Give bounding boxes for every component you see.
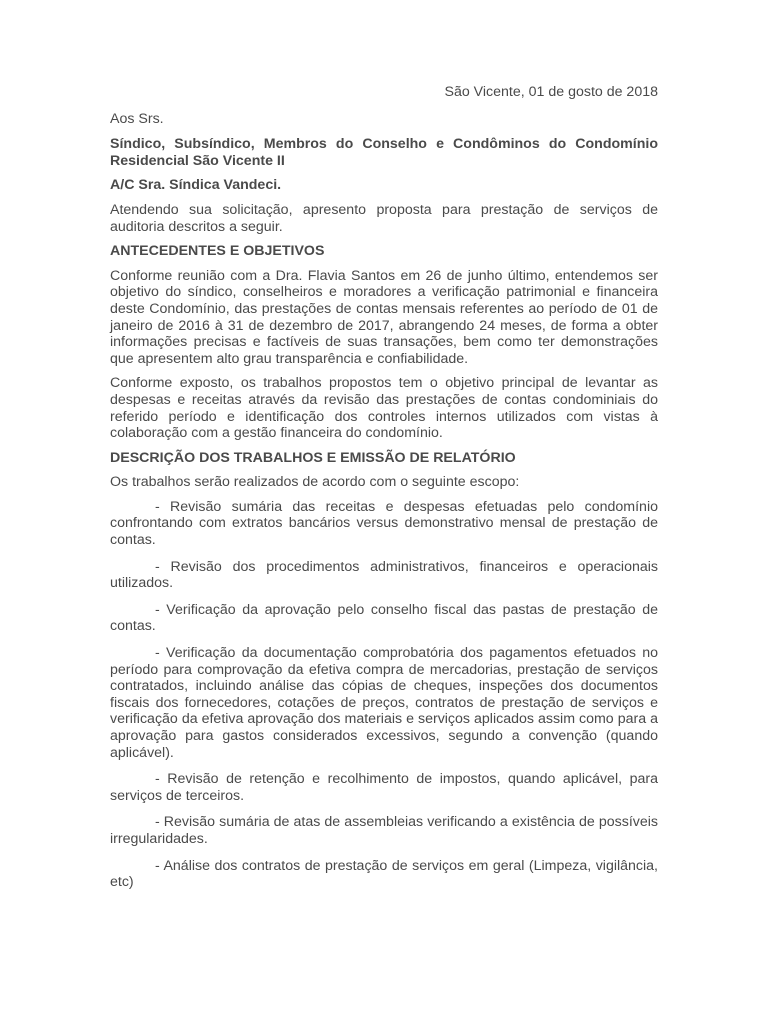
scope-item: - Revisão sumária de atas de assembleias verificando a existência de possíveis irregularidades. [110,814,658,847]
greeting: Aos Srs. [110,110,164,127]
scope-item: - Verificação da aprovação pelo conselho fiscal das pastas de prestação de contas. [110,601,658,635]
intro-paragraph: Atendendo sua solicitação, apresento proposta para prestação de serviços de auditoria descritos a seguir. [110,201,658,235]
addressees: Síndico, Subsíndico, Membros do Conselho e Condôminos do Condomínio Residencial São Vicente II [110,136,658,169]
paragraph: Conforme exposto, os trabalhos propostos tem o objetivo principal de levantar as despesas e receitas através da revisão das prestações de contas condominiais do referido período e identificação dos controles internos utilizados com vistas à colaboração com a gestão financeira do condomínio. [110,375,658,442]
attention-line: A/C Sra. Síndica Vandeci. [110,177,282,194]
paragraph: Conforme reunião com a Dra. Flavia Santos em 26 de junho último, entendemos ser objetivo do síndico, conselheiros e moradores a verificação patrimonial e financeira deste Condomínio, das prestações de contas mensais referentes ao período de 01 de janeiro de 2016 à 31 de dezembro de 2017, abrangendo 24 meses, de forma a obter informações precisas e factíveis de suas transações, bem como ter demonstrações que apresentem alto grau transparência e confiabilidade. [110,267,658,367]
scope-item: - Revisão sumária das receitas e despesas efetuadas pelo condomínio confrontando com extratos bancários versus demonstrativo mensal de prestação de contas. [110,498,658,549]
letter-page [110,84,658,901]
letter-date: São Vicente, 01 de gosto de 2018 [444,84,658,100]
scope-item: - Revisão dos procedimentos administrativos, financeiros e operacionais utilizados. [110,558,658,592]
scope-item: - Revisão de retenção e recolhimento de impostos, quando aplicável, para serviços de terceiros. [110,771,658,804]
scope-intro: Os trabalhos serão realizados de acordo com o seguinte escopo: [110,474,520,491]
scope-item: - Verificação da documentação comprobatória dos pagamentos efetuados no período para comprovação da efetiva compra de mercadorias, prestação de serviços contratados, incluindo análise das cópias de cheques, inspeções dos documentos fiscais dos fornecedores, cotações de preços, contratos de prestação de serviços e verificação da efetiva aprovação dos materiais e serviços aplicados assim como para a aprovação para gastos considerados excessivos, segundo a convenção (quando aplicável). [110,645,658,761]
section-heading-background: ANTECEDENTES E OBJETIVOS [110,243,325,260]
scope-item: - Análise dos contratos de prestação de serviços em geral (Limpeza, vigilância, etc) [110,857,658,891]
section-heading-description: DESCRIÇÃO DOS TRABALHOS E EMISSÃO DE RELATÓRIO [110,449,516,466]
